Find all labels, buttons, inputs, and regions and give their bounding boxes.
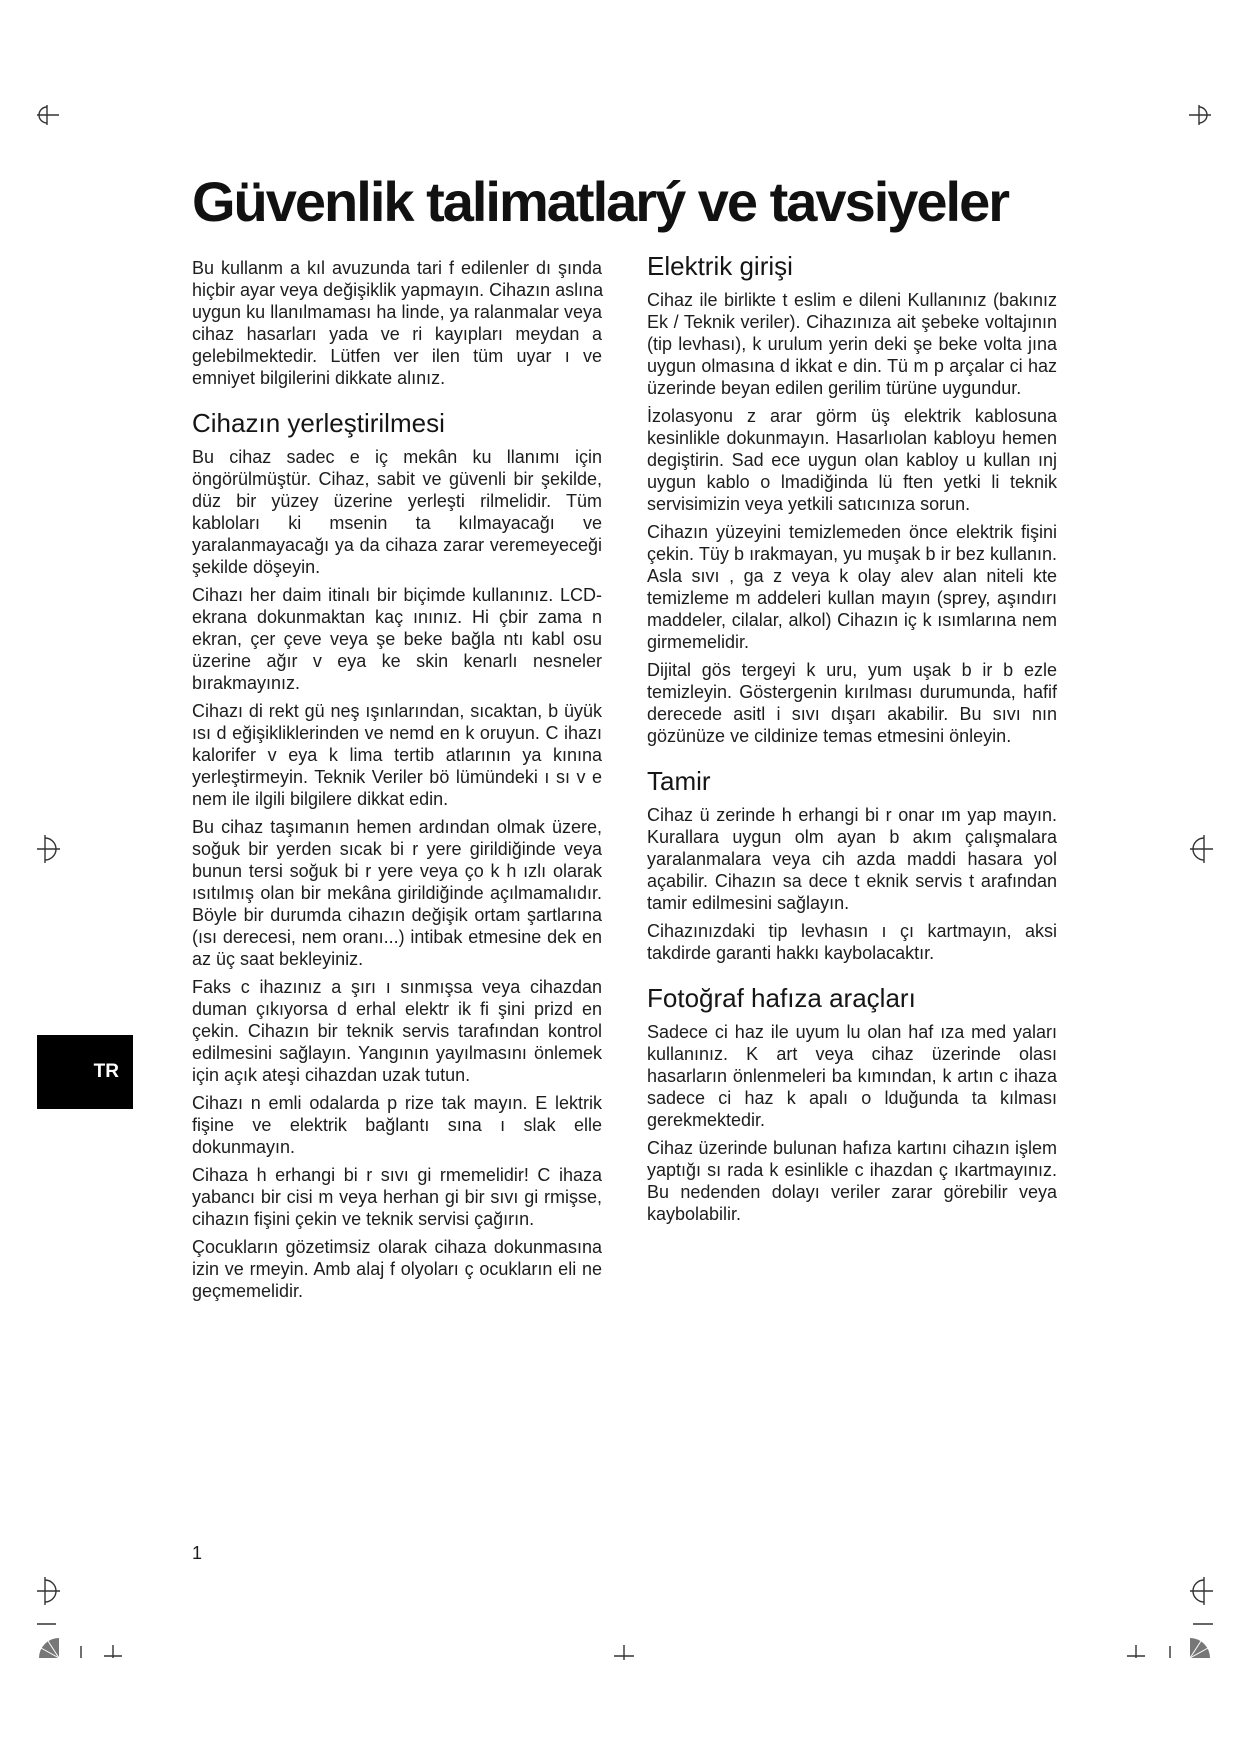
text-line: bırakmayınız. <box>192 673 301 693</box>
section <box>192 408 602 1302</box>
paragraph <box>192 816 602 970</box>
wedge-stripe <box>1190 1648 1208 1658</box>
text-line: üzerinde beyan edilen gerilim türüne uygundur. <box>647 378 1022 398</box>
paragraph <box>647 1021 1057 1131</box>
registration-mark-icon <box>1190 1577 1213 1605</box>
wedge-fill <box>39 1638 59 1658</box>
section-heading: Fotoğraf hafıza araçları <box>647 983 916 1013</box>
text-line: cihaz hasarları yada ve ri kayıpları meydan a <box>192 324 602 344</box>
text-line: kalorifer v eya k lima tertib atlarının ya kınına <box>192 745 602 765</box>
registration-arc <box>39 107 47 123</box>
text-line: maddeler, cilalar, alkol) Cihazın iç k ısımlarına nem <box>647 610 1057 630</box>
registration-mark-icon <box>37 1577 60 1605</box>
section <box>647 251 1057 747</box>
text-line: Bu cihaz taşımanın hemen ardından olmak üzere, <box>192 817 602 837</box>
crosshair-icon <box>614 1645 634 1660</box>
text-line: ısı d eğişikliklerinden ve nemd en k oruyun. C ihazı <box>192 723 602 743</box>
text-line: dokunmayın. <box>192 1137 296 1157</box>
text-line: Kurallara uygun olm ayan b akım çalışmalara <box>647 827 1057 847</box>
text-line: üzerine ağır v eya ke skin kenarlı nesneler <box>192 651 602 671</box>
registration-arc <box>45 838 56 860</box>
paragraph <box>647 521 1057 653</box>
text-line: yaralanmalara veya cih azda maddi hasara yol <box>647 849 1057 869</box>
registration-mark-icon <box>1190 835 1213 863</box>
paragraph <box>647 405 1057 515</box>
text-line: Böyle bir durumda cihazın değişik ortam şartlarına <box>192 905 602 925</box>
paragraph <box>192 976 602 1086</box>
text-line: Ek / Teknik veriler). Cihazınıza ait şebeke voltajının <box>647 312 1057 332</box>
wedge-stripe <box>1190 1641 1201 1658</box>
text-line: hasarların önlenmeleri ba kımından, k artın c ihaza <box>647 1066 1057 1086</box>
registration-mark-icon <box>37 835 60 863</box>
paragraph <box>647 920 1057 964</box>
text-line: ekrana dokunmaktan kaç ınınız. Hi çbir zama n <box>192 607 602 627</box>
text-line: yabancı bir cisi m veya herhan gi bir sıvı gi rmişse, <box>192 1187 602 1207</box>
text-line: ekran, çer çeve veya şe beke bağla ntı kabl osu <box>192 629 602 649</box>
text-line: Bu cihaz sadec e iç mekân ku llanımı için <box>192 447 602 467</box>
page-number: 1 <box>192 1543 203 1563</box>
paragraph <box>647 1137 1057 1225</box>
text-line: emniyet bilgilerini dikkate alınız. <box>192 368 446 388</box>
registration-mark-icon <box>37 105 59 125</box>
text-line: Dijital gös tergeyi k uru, yum uşak b ir b ezle <box>647 660 1057 680</box>
text-line: Çocukların gözetimsiz olarak cihaza dokunmasına <box>192 1237 602 1257</box>
text-line: az üç saat bekleyiniz. <box>192 949 364 969</box>
text-line: edilmesini sağlayın. Yangının yayılmasını önlemek <box>192 1043 602 1063</box>
text-line: takdirde garanti hakkı kaybolacaktır. <box>647 943 935 963</box>
text-line: (ısı derecesi, nem oranı...) intibak etmesine dek en <box>192 927 602 947</box>
paragraph <box>647 659 1057 747</box>
left-column <box>192 257 602 1308</box>
paragraph <box>192 257 602 389</box>
text-line: cihazın fişini çekin ve teknik servisi çağırın. <box>192 1209 535 1229</box>
paragraph <box>192 700 602 810</box>
text-line: fişine ve elektrik bağlantı sına ı slak elle <box>192 1115 602 1135</box>
text-line: Cihazın yüzeyini temizlemeden önce elektrik fişini <box>647 522 1057 542</box>
wedge-fill <box>1190 1638 1210 1658</box>
language-tab <box>37 1035 133 1109</box>
text-line: temizleme m addeleri kullan mayın (sprey, aşındırı <box>647 588 1057 608</box>
text-line: Cihaza h erhangi bi r sıvı gi rmemelidir! C ihaza <box>192 1165 602 1185</box>
section-heading: Tamir <box>647 766 711 796</box>
text-line: Bu nedenden dolayı veriler zarar görebilir veya <box>647 1182 1057 1202</box>
text-line: kabloları ki msenin ta kılmayacağı ve <box>192 513 602 533</box>
text-line: izin ve rmeyin. Amb alaj f olyoları ç ocukların eli ne <box>192 1259 602 1279</box>
text-line: uygun kablo o lmadiğinda lü ften yetki li teknik <box>647 472 1057 492</box>
paragraph <box>192 446 602 578</box>
text-line: uygun ku llanılmaması ha linde, ya ralanmalar veya <box>192 302 602 322</box>
text-line: geçmemelidir. <box>192 1281 304 1301</box>
wedge-stripe <box>41 1648 59 1658</box>
text-line: Cihazı di rekt gü neş ışınlarından, sıcaktan, b üyük <box>192 701 602 721</box>
registration-arc <box>1193 838 1204 860</box>
crosshair-icon <box>1127 1645 1145 1658</box>
text-line: kesinlikle dokunmayın. Hasarlıolan kabloyu hemen <box>647 428 1057 448</box>
crosshair-icon <box>104 1645 122 1658</box>
text-line: yaralanmayacağı ya da cihaza zarar veremeyeceği <box>192 535 602 555</box>
text-line: Cihaz ü zerinde h erhangi bi r onar ım yap mayın. <box>647 805 1057 825</box>
text-line: düz bir yüzey üzerine yerleşti rilmelidir. Tüm <box>192 491 602 511</box>
wedge-stripe <box>48 1641 59 1658</box>
color-wedge-icon <box>39 1638 59 1658</box>
text-line: Cihazı n emli odalarda p rize tak mayın. E lektrik <box>192 1093 602 1113</box>
registration-mark-icon <box>1189 105 1211 125</box>
text-line: (tip levhası), k urulum yerin deki şe beke volta jına <box>647 334 1057 354</box>
section <box>647 766 1057 964</box>
text-line: ısıtılmış olan bir mekâna girildiğinde açılmamalıdır. <box>192 883 602 903</box>
text-line: Cihazınızdaki tip levhasın ı çı kartmayın, aksi <box>647 921 1057 941</box>
text-line: hiçbir ayar veya değişiklik yapmayın. Cihazın aslına <box>192 280 604 300</box>
text-line: gözünüze ve cildinize temas etmesini önleyin. <box>647 726 1012 746</box>
text-line: çekin. Tüy b ırakmayan, yu muşak b ir bez kullanın. <box>647 544 1057 564</box>
text-line: servisimizin veya yetkili satıcınıza sorun. <box>647 494 971 514</box>
text-line: Cihaz üzerinde bulunan hafıza kartını cihazın işlem <box>647 1138 1057 1158</box>
right-column <box>647 251 1057 1231</box>
registration-arc <box>45 1580 56 1602</box>
text-line: için açık ateşi cihazdan uzak tutun. <box>192 1065 471 1085</box>
text-line: bunun tersi soğuk bi r yere veya ço k h ızlı olarak <box>192 861 602 881</box>
section <box>192 257 602 389</box>
text-line: gerekmektedir. <box>647 1110 766 1130</box>
text-line: kaybolabilir. <box>647 1204 742 1224</box>
paragraph <box>192 1164 602 1230</box>
text-line: tamir edilmesini sağlayın. <box>647 893 850 913</box>
section-heading: Elektrik girişi <box>647 251 793 281</box>
text-line: sadece ci haz k apalı o lduğunda ta kılması <box>647 1088 1057 1108</box>
text-line: çekin. Cihazın bir teknik servis tarafından kontrol <box>192 1021 602 1041</box>
text-line: girmemelidir. <box>647 632 750 652</box>
text-line: öngörülmüştür. Cihaz, sabit ve güvenli bir şekilde, <box>192 469 602 489</box>
text-line: yerleştirmeyin. Teknik Veriler bö lümündeki ı sı v e <box>192 767 602 787</box>
text-line: açabilir. Cihazın sa dece t eknik servis t arafından <box>647 871 1057 891</box>
registration-arc <box>1193 1580 1204 1602</box>
paragraph <box>647 804 1057 914</box>
paragraph <box>192 1236 602 1302</box>
text-line: şekilde döşeyin. <box>192 557 321 577</box>
text-line: Asla sıvı , ga z veya k olay alev alan niteli kte <box>647 566 1057 586</box>
registration-arc <box>1199 107 1207 123</box>
text-line: duman çıkıyorsa d erhal elektr ik fi şini prizd en <box>192 999 602 1019</box>
section-heading: Cihazın yerleştirilmesi <box>192 408 445 438</box>
text-line: degiştirin. Sad ece uygun olan kabloy u kullan ınj <box>647 450 1057 470</box>
paragraph <box>192 1092 602 1158</box>
text-line: Cihaz ile birlikte t eslim e dileni Kullanınız (bakınız <box>647 290 1057 310</box>
language-tab-label: TR <box>93 1061 119 1082</box>
text-line: kullanınız. K art veya cihaz üzerinde olası <box>647 1044 1057 1064</box>
text-line: soğuk bir yerden sıcak bi r yere girildiğinde veya <box>192 839 602 859</box>
page-title: Güvenlik talimatlarý ve tavsiyeler <box>192 170 1009 233</box>
text-line: uygun olmasına d ikkat e din. Tü m p arçalar ci haz <box>647 356 1057 376</box>
text-line: gelebilmektedir. Lütfen ver ilen tüm uyar ı ve <box>192 346 602 366</box>
section <box>647 983 1057 1225</box>
paragraph <box>647 289 1057 399</box>
text-line: temizleyin. Göstergenin kırılması durumunda, hafif <box>647 682 1057 702</box>
text-line: nem ile ilgili bilgilere dikkat edin. <box>192 789 449 809</box>
paragraph <box>192 584 602 694</box>
text-line: İzolasyonu z arar görm üş elektrik kablosuna <box>647 406 1057 426</box>
text-line: Faks c ihazınız a şırı ı sınmışsa veya cihazdan <box>192 977 602 997</box>
text-line: Bu kullanm a kıl avuzunda tari f edilenler dı şında <box>192 258 602 278</box>
text-line: Cihazı her daim itinalı bir biçimde kullanınız. LCD- <box>192 585 602 605</box>
text-line: Sadece ci haz ile uyum lu olan haf ıza med yaları <box>647 1022 1057 1042</box>
text-line: yaptığı sı rada k esinlikle c ihazdan ç ıkartmayınız. <box>647 1160 1057 1180</box>
text-line: derecede asitl i sıvı dışarı akabilir. Bu sıvı nın <box>647 704 1057 724</box>
color-wedge-icon <box>1190 1638 1210 1658</box>
